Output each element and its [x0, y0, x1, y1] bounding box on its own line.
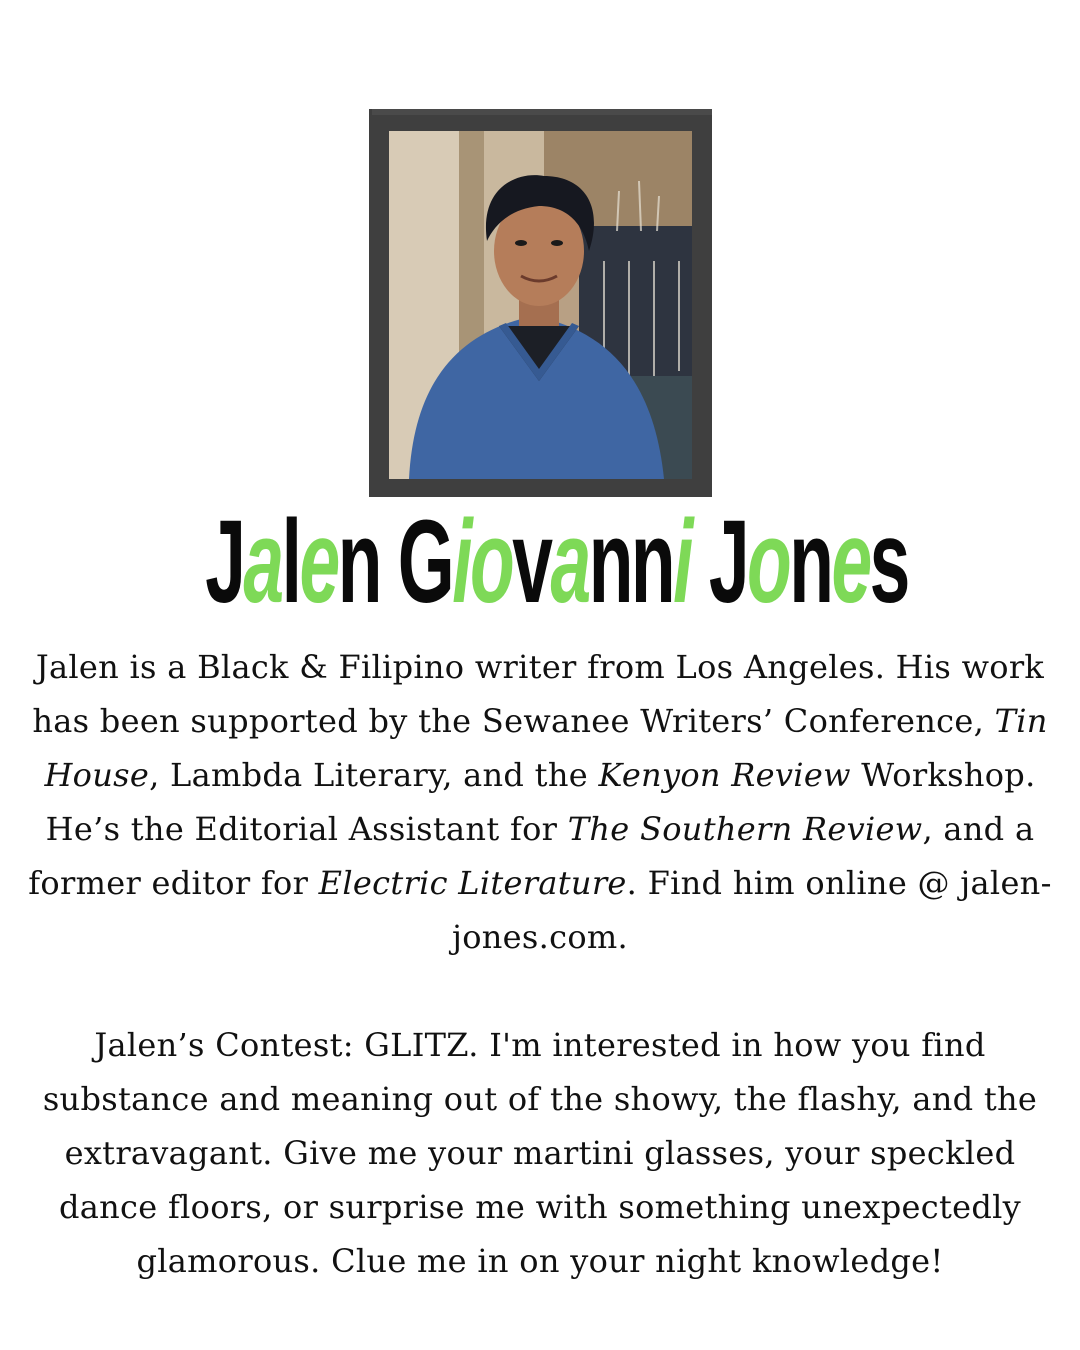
name-part-accent: o: [747, 496, 790, 628]
name-part-accent: io: [452, 496, 513, 628]
name-part: J: [205, 496, 244, 628]
name-part-accent: a: [243, 496, 282, 628]
bio-text: , Lambda Literary, and the: [149, 756, 599, 794]
publication-title: Kenyon Review: [598, 756, 851, 794]
profile-photo: [389, 131, 692, 479]
contest-paragraph: Jalen’s Contest: GLITZ. I'm interested in how you find substance and meaning out of the showy, the flashy, and the extravagant. Give me your martini glasses, your speckled dance floors, or surprise me with something unexpectedly glamorous. Clue me in on your night knowledge!: [42, 1026, 1038, 1280]
author-name: [205, 496, 908, 628]
name-part-accent: a: [550, 496, 589, 628]
name-part: nn: [588, 496, 674, 628]
name-part-accent: i: [673, 496, 691, 628]
publication-title: Electric Literature: [318, 864, 627, 902]
name-part: l: [281, 496, 300, 628]
bio-text: Jalen is a Black & Filipino writer from Los Angeles. His work has been supported by the Sewanee Writers’ Conference,: [32, 648, 1045, 740]
publication-title: The Southern Review: [567, 810, 923, 848]
name-part: J: [690, 496, 748, 628]
bio-text: . Find him online @ jalen-jones.com.: [451, 864, 1052, 956]
name-part: s: [869, 496, 908, 628]
bio-section: [20, 640, 1060, 1288]
name-part: v: [512, 496, 551, 628]
bio-text: Workshop. He’s the Editorial Assistant for: [45, 756, 1036, 848]
bio-paragraph: [20, 640, 1060, 964]
photo-frame: [369, 109, 712, 497]
publication-title: Tin House: [44, 702, 1048, 794]
paragraph-spacer: [20, 964, 1060, 1018]
name-part: n: [789, 496, 832, 628]
name-part: n G: [337, 496, 453, 628]
name-part-accent: e: [299, 496, 338, 628]
bio-text: , and a former editor for: [28, 810, 1035, 902]
name-part-accent: e: [831, 496, 870, 628]
